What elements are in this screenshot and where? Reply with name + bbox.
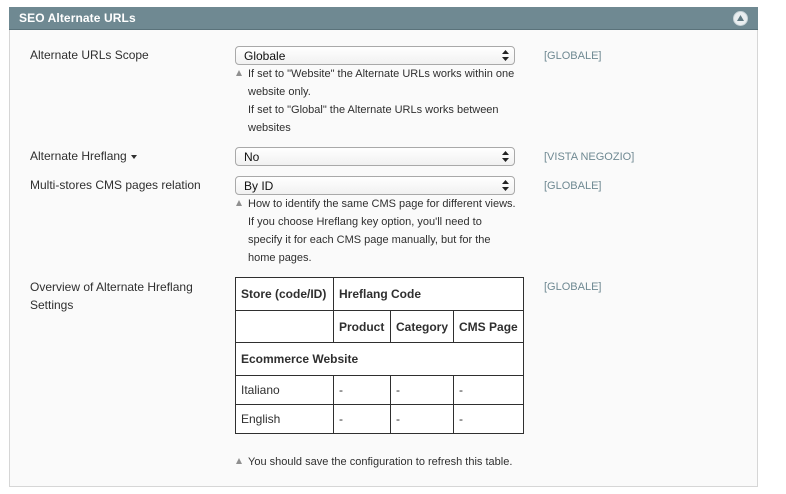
category-cell: - [391,405,454,434]
hreflang-overview-table [235,277,524,434]
product-cell: - [334,376,391,405]
table-subheader-row [236,311,524,343]
alternate-scope-select[interactable] [235,46,515,65]
alternate-hreflang-scope: [VISTA NEGOZIO] [544,151,635,163]
note-line: How to identify the same CMS page for different views. [248,198,516,210]
section-title: SEO Alternate URLs [19,11,136,25]
table-row [236,405,524,434]
cms-relation-note [236,195,516,267]
alternate-hreflang-select[interactable] [235,147,515,166]
collapse-button[interactable] [733,11,748,26]
note-line: home pages. [248,252,312,264]
cms-relation-value: By ID [244,179,274,193]
chevron-up-icon [737,15,744,21]
note-line: If set to "Global" the Alternate URLs works between [248,104,499,116]
overview-label-line: Overview of Alternate Hreflang [30,280,193,294]
table-website-row [236,343,524,376]
note-icon [236,70,242,76]
product-cell: - [334,405,391,434]
header-hreflang: Hreflang Code [334,278,524,311]
alternate-hreflang-value: No [244,150,260,164]
cms-cell: - [454,405,524,434]
note-line: specify it for each CMS page manually, but for the [248,234,491,246]
note-line: websites [248,122,291,134]
cms-relation-scope: [GLOBALE] [544,180,602,192]
alternate-scope-label: Alternate URLs Scope [30,48,149,62]
note-icon [236,200,242,206]
cms-relation-select[interactable] [235,176,515,195]
note-line: website only. [248,86,311,98]
store-name: Italiano [236,376,334,405]
cms-cell: - [454,376,524,405]
caret-down-icon [131,155,137,159]
alternate-scope-value: Globale [244,49,286,63]
alternate-hreflang-label[interactable] [30,147,137,165]
overview-label [30,278,193,314]
overview-scope: [GLOBALE] [544,281,602,293]
note-line: If you choose Hreflang key option, you'll need to [248,216,482,228]
section-header[interactable] [9,7,758,30]
subheader-category: Category [391,311,454,343]
alternate-hreflang-label-text: Alternate Hreflang [30,149,127,163]
select-arrows-icon [502,151,509,162]
select-arrows-icon [502,50,509,61]
note-line: You should save the configuration to refresh this table. [248,456,513,468]
subheader-empty [236,311,334,343]
header-store: Store (code/ID) [236,278,334,311]
note-line: If set to "Website" the Alternate URLs works within one [248,68,515,80]
subheader-cms: CMS Page [454,311,524,343]
note-icon [236,458,242,464]
cms-relation-label: Multi-stores CMS pages relation [30,178,201,192]
overview-label-line: Settings [30,298,74,312]
select-arrows-icon [502,180,509,191]
overview-note [236,453,512,471]
alternate-scope-scope: [GLOBALE] [544,50,602,62]
table-row [236,376,524,405]
table-header-row [236,278,524,311]
alternate-scope-note [236,65,514,137]
website-name: Ecommerce Website [236,343,524,376]
store-name: English [236,405,334,434]
category-cell: - [391,376,454,405]
subheader-product: Product [334,311,391,343]
